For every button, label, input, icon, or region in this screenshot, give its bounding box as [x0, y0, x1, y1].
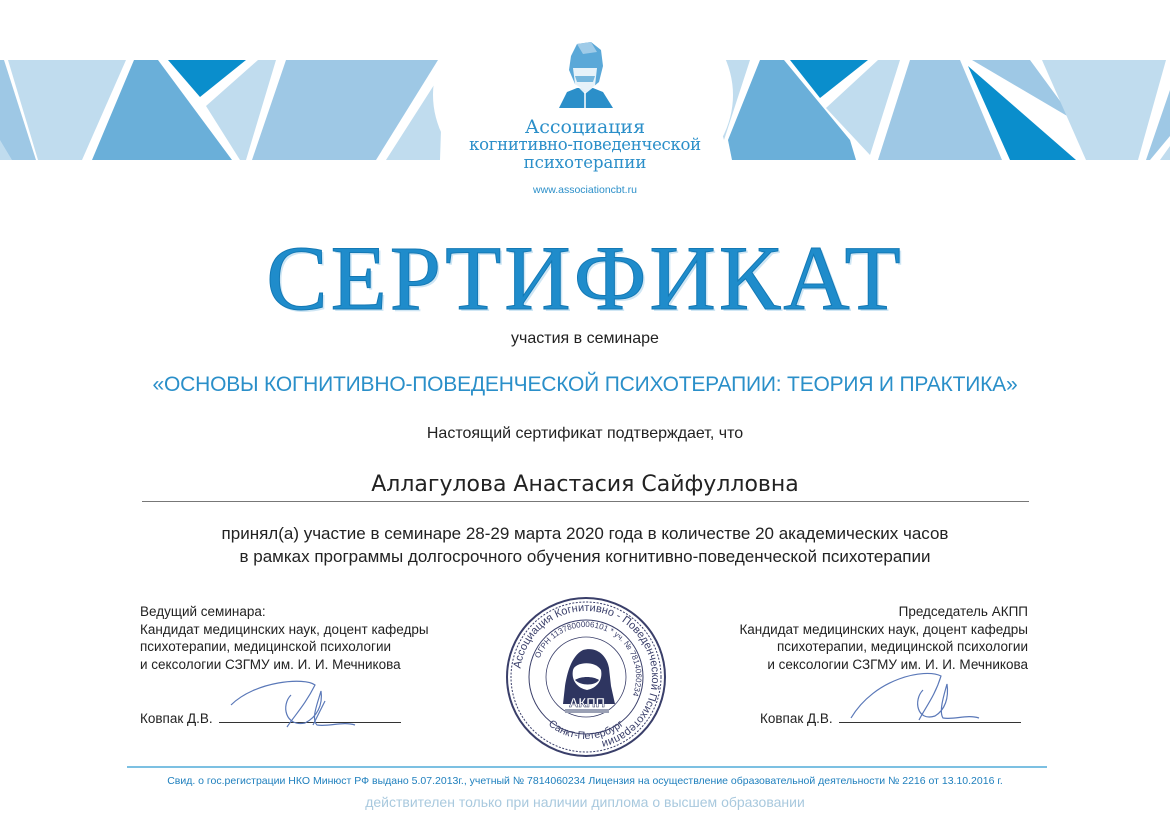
- recipient-name: Аллагулова Анастасия Сайфулловна: [371, 472, 799, 497]
- seminar-name: «ОСНОВЫ КОГНИТИВНО-ПОВЕДЕНЧЕСКОЙ ПСИХОТЕРАПИИ: ТЕОРИЯ И ПРАКТИКА»: [152, 373, 1018, 396]
- participation-line-1: принял(а) участие в семинаре 28-29 марта 2020 года в количестве 20 академических часов: [221, 524, 949, 543]
- organization-stamp-icon: [505, 596, 667, 758]
- left-signatory-title-2: психотерапии, медицинской психологии: [140, 639, 392, 654]
- certificate-subtitle: участия в семинаре: [511, 330, 659, 347]
- logo-title: [440, 118, 730, 172]
- recipient-underline: [142, 501, 1029, 502]
- logo-title-line3: психотерапии: [523, 153, 647, 172]
- portrait-icon: [547, 38, 623, 108]
- left-signatory-block: [140, 603, 429, 673]
- participation-line-2: в рамках программы долгосрочного обучения когнитивно-поведенческой психотерапии: [239, 547, 931, 566]
- right-signatory-title-2: психотерапии, медицинской психологии: [776, 639, 1028, 654]
- svg-text:АКПП: АКПП: [568, 695, 606, 710]
- logo-title-line1: Ассоциация: [524, 116, 646, 138]
- validity-note: действителен только при наличии диплома о высшем образовании: [365, 794, 805, 810]
- right-signature-icon: [845, 668, 995, 728]
- right-signatory-name: Ковпак Д.В.: [760, 711, 833, 726]
- confirmation-text: Настоящий сертификат подтверждает, что: [426, 425, 744, 442]
- right-signatory-role: Председатель АКПП: [898, 604, 1028, 619]
- svg-text:Санкт-Петербург: Санкт-Петербург: [546, 717, 626, 742]
- certificate-title: СЕРТИФИКАТ: [266, 227, 904, 329]
- left-signatory-title-1: Кандидат медицинских наук, доцент кафедры: [140, 621, 429, 637]
- svg-text:Ассоциация Когнитивно - Поведе: Ассоциация Когнитивно - Поведенческой Психотерапии: [511, 601, 662, 750]
- left-signatory-title-3: и сексологии СЗГМУ им. И. И. Мечникова: [140, 656, 401, 672]
- left-signature-icon: [225, 675, 375, 735]
- right-signatory-title-3: и сексологии СЗГМУ им. И. И. Мечникова: [767, 656, 1028, 672]
- logo-url: www.associationcbt.ru: [533, 184, 637, 196]
- right-signatory-title-1: Кандидат медицинских наук, доцент кафедры: [739, 621, 1028, 637]
- participation-text: [0, 522, 1170, 568]
- svg-text:ОГРН 1137800006101 * уч. № 781: ОГРН 1137800006101 * уч. № 7814060234: [533, 619, 644, 698]
- left-signatory-role: Ведущий семинара:: [140, 604, 266, 619]
- logo-title-line2: когнитивно-поведенческой: [469, 135, 701, 154]
- left-signatory-name: Ковпак Д.В.: [140, 711, 213, 726]
- footer-divider: [127, 766, 1047, 768]
- registration-info: Свид. о гос.регистрации НКО Минюст РФ выдано 5.07.2013г., учетный № 7814060234 Лицензия на осуществление образовательной деятельности № 2216 от 13.10.2016 г.: [167, 775, 1003, 787]
- right-signatory-block: [739, 603, 1028, 673]
